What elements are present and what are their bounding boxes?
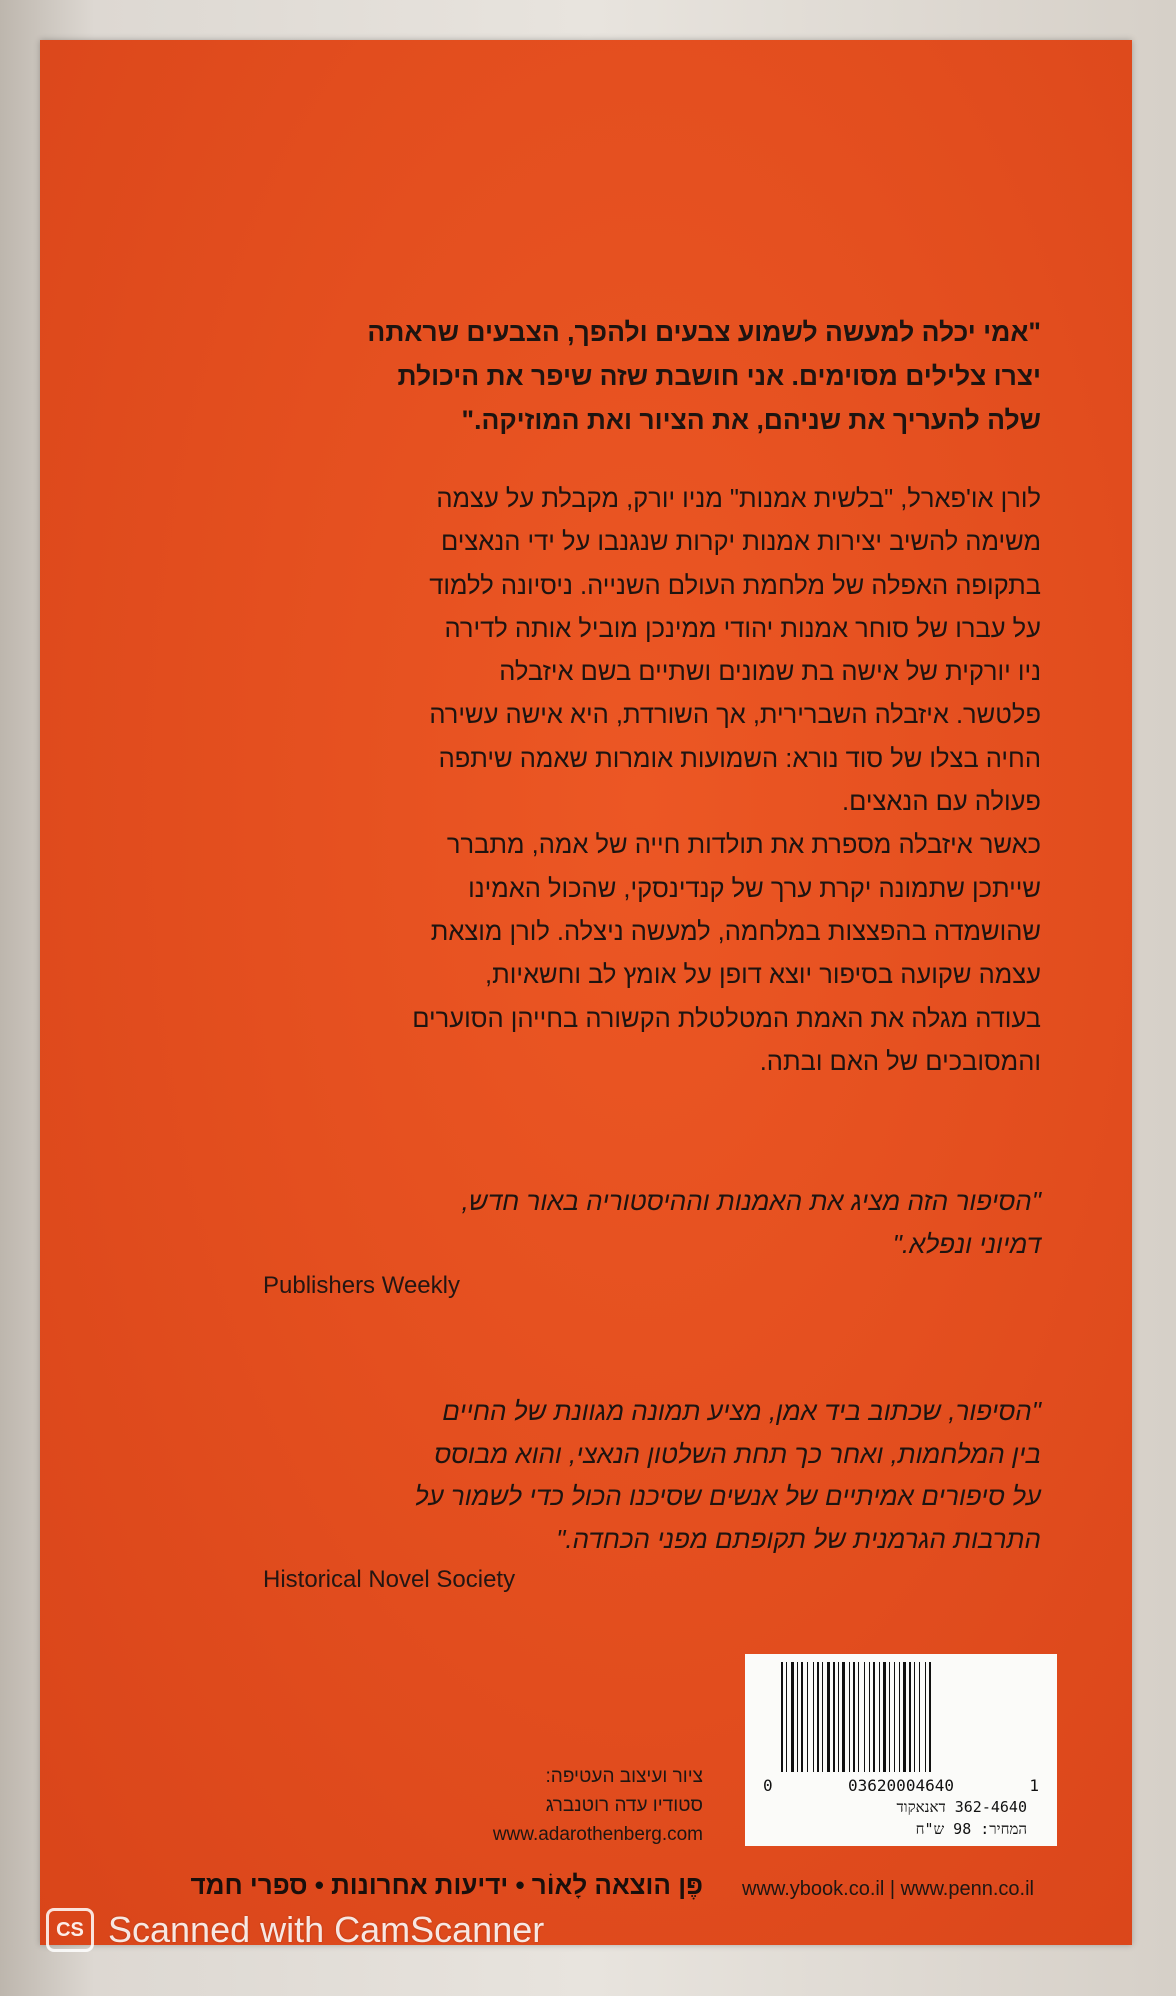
barcode-digits [763, 1776, 1039, 1795]
synopsis-line: פעולה עם הנאצים. [842, 788, 1041, 817]
camscanner-watermark [46, 1908, 544, 1952]
synopsis-line: שייתכן שתמונה יקרת ערך של קנדינסקי, שהכול האמינו [468, 874, 1041, 903]
barcode-digit-group: 1 [1029, 1776, 1039, 1795]
review-line: "הסיפור, שכתוב ביד אמן, מציע תמונה מגוונת של החיים [442, 1396, 1041, 1426]
barcode-bar [866, 1662, 868, 1772]
barcode-bar [842, 1662, 845, 1772]
barcode-bar [876, 1662, 878, 1772]
review-line: בין המלחמות, ואחר כך תחת השלטון הנאצי, והוא מבוסס [434, 1438, 1041, 1469]
barcode-bar [840, 1662, 841, 1772]
synopsis-line: בעודה מגלה את האמת המטלטלת הקשורה בחייהן הסוערים [412, 1004, 1041, 1033]
barcode-bar [901, 1662, 902, 1772]
danacode: 362-4640 דאנאקוד [896, 1798, 1027, 1816]
synopsis-line: על עברו של סוחר אמנות יהודי ממינכן מוביל אותה לדירה [444, 614, 1041, 643]
barcode-bar [894, 1662, 895, 1772]
credits-title: ציור ועיצוב העטיפה: [545, 1766, 703, 1787]
barcode-bar [925, 1662, 926, 1772]
review-line: "הסיפור הזה מציג את האמנות וההיסטוריה באור חדש, [461, 1186, 1041, 1216]
barcode-bar [912, 1662, 913, 1772]
review-line: התרבות הגרמנית של תקופתם מפני הכחדה." [556, 1523, 1041, 1554]
synopsis-line: ניו יורקית של אישה בת שמונים ושתיים בשם איזבלה [499, 658, 1041, 687]
barcode-panel [745, 1654, 1057, 1846]
barcode-bar [873, 1662, 875, 1772]
barcode-bar [909, 1662, 911, 1772]
review-source-2: Historical Novel Society [263, 1566, 516, 1593]
barcode-bar [891, 1662, 893, 1772]
barcode-digit-group: 0 [763, 1776, 773, 1795]
barcode-bar [883, 1662, 886, 1772]
barcode-digit-group: 03620004640 [848, 1776, 954, 1795]
barcode [781, 1662, 1021, 1772]
synopsis-line: והמסובכים של האם ובתה. [759, 1047, 1041, 1076]
barcode-bar [788, 1662, 790, 1772]
barcode-bar [797, 1662, 798, 1772]
barcode-bar [853, 1662, 855, 1772]
barcode-bar [849, 1662, 850, 1772]
barcode-bar [864, 1662, 865, 1772]
barcode-bar [784, 1662, 785, 1772]
publisher-imprints: פֶּן הוצאה לָאוֹר • ידיעות אחרונות • ספרי חמד [190, 1870, 703, 1900]
barcode-bar [817, 1662, 819, 1772]
barcode-bar [869, 1662, 870, 1772]
barcode-bar [871, 1662, 872, 1772]
barcode-bar [831, 1662, 832, 1772]
barcode-bar [815, 1662, 816, 1772]
barcode-bar [813, 1662, 814, 1772]
barcode-bar [860, 1662, 863, 1772]
barcode-bar [907, 1662, 908, 1772]
price: המחיר: 98 ש"ח [915, 1820, 1027, 1838]
synopsis-line: החיה בצלו של סוד נורא: השמועות אומרות שאמה שיתפה [438, 744, 1041, 773]
barcode-bar [887, 1662, 888, 1772]
barcode-bar [809, 1662, 812, 1772]
barcode-bar [899, 1662, 900, 1772]
barcode-bar [807, 1662, 808, 1772]
barcode-bar [927, 1662, 928, 1772]
synopsis-line: עצמה שקועה בסיפור יוצא דופן על אומץ לב וחשאיות, [485, 961, 1041, 990]
barcode-bar [799, 1662, 800, 1772]
barcode-bar [820, 1662, 821, 1772]
top-quote-line: שלה להעריך את שניהם, את הציור ואת המוזיקה." [461, 405, 1041, 435]
review-line: על סיפורים אמיתיים של אנשים שסיכנו הכול כדי לשמור על [414, 1481, 1041, 1511]
review-quote-1 [191, 1180, 1041, 1265]
top-quote [241, 310, 1041, 442]
synopsis [191, 478, 1041, 1084]
camscanner-logo-icon: CS [46, 1908, 94, 1952]
barcode-bar [838, 1662, 839, 1772]
synopsis-line: כאשר איזבלה מספרת את תולדות חייה של אמה, מתברר [446, 831, 1041, 860]
barcode-bar [781, 1662, 783, 1772]
barcode-bar [801, 1662, 803, 1772]
barcode-bar [914, 1662, 915, 1772]
cover-credits [493, 1762, 703, 1849]
barcode-bar [795, 1662, 796, 1772]
barcode-bar [919, 1662, 920, 1772]
credits-url: www.adarothenberg.com [492, 1824, 703, 1845]
synopsis-line: שהושמדה בהפצצות במלחמה, למעשה ניצלה. לורן מוצאת [430, 917, 1041, 946]
synopsis-line: בתקופה האפלה של מלחמת העולם השנייה. ניסיונה ללמוד [429, 571, 1041, 600]
barcode-bar [827, 1662, 830, 1772]
barcode-bar [846, 1662, 848, 1772]
barcode-bar [881, 1662, 882, 1772]
barcode-bar [786, 1662, 787, 1772]
synopsis-line: משימה להשיב יצירות אמנות יקרות שנגנבו על ידי הנאצים [441, 528, 1041, 557]
top-quote-line: יצרו צלילים מסוימים. אני חושבת שזה שיפר את היכולת [397, 361, 1041, 391]
barcode-bar [896, 1662, 898, 1772]
barcode-bar [836, 1662, 837, 1772]
barcode-bar [791, 1662, 794, 1772]
barcode-bar [833, 1662, 835, 1772]
barcode-bar [889, 1662, 890, 1772]
barcode-bar [804, 1662, 806, 1772]
synopsis-line: פלטשר. איזבלה השברירית, אך השורדת, היא אישה עשירה [429, 701, 1041, 730]
top-quote-line: "אמי יכלה למעשה לשמוע צבעים ולהפך, הצבעים שראתה [367, 317, 1041, 347]
camscanner-text: Scanned with CamScanner [108, 1909, 545, 1950]
barcode-bar [932, 1662, 934, 1772]
credits-studio: סטודיו עדה רוטנברג [545, 1795, 703, 1816]
barcode-bar [851, 1662, 852, 1772]
synopsis-line: לורן או'פארל, "בלשית אמנות" מניו יורק, מקבלת על עצמה [436, 485, 1041, 513]
barcode-bar [879, 1662, 880, 1772]
review-quote-2 [191, 1390, 1041, 1560]
barcode-bar [903, 1662, 906, 1772]
barcode-bar [824, 1662, 826, 1772]
publisher-websites: www.ybook.co.il | www.penn.co.il [742, 1878, 1034, 1900]
review-line: דמיוני ונפלא." [892, 1228, 1041, 1259]
review-source-1: Publishers Weekly [263, 1272, 460, 1299]
barcode-bar [822, 1662, 823, 1772]
barcode-bar [858, 1662, 859, 1772]
barcode-bar [856, 1662, 857, 1772]
barcode-bar [929, 1662, 931, 1772]
barcode-bar [921, 1662, 924, 1772]
barcode-bar [916, 1662, 918, 1772]
